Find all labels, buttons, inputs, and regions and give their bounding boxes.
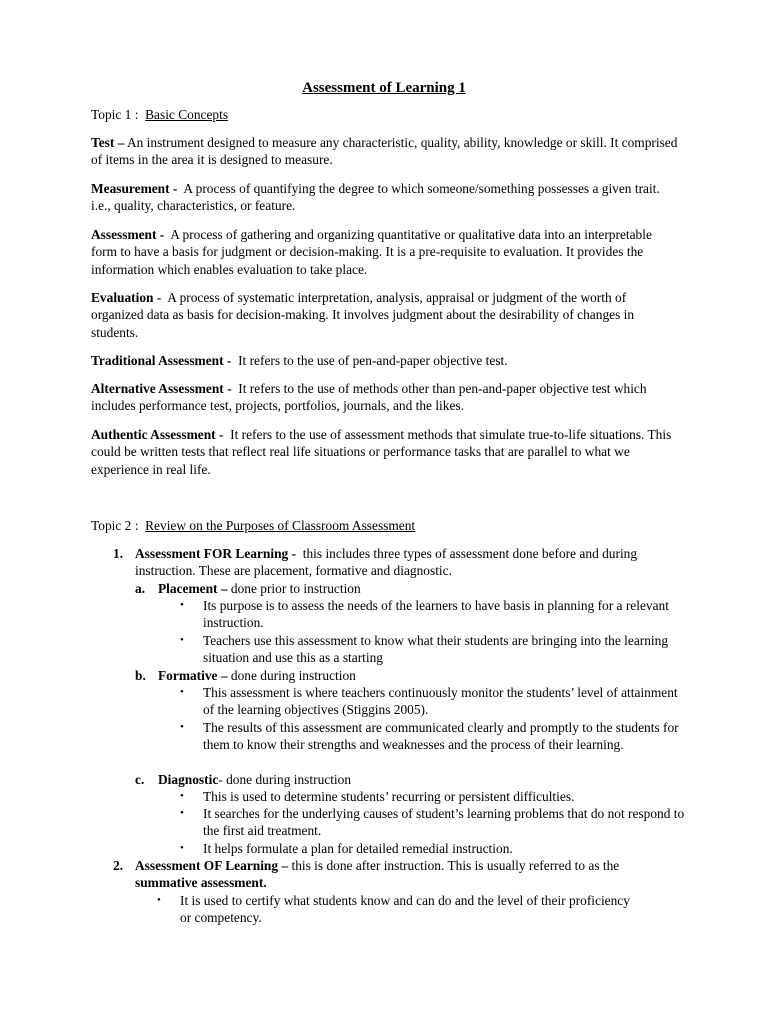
definition-test (91, 134, 681, 169)
bullet-text: It searches for the underlying causes of student’s learning problems that do not respond to the first aid treatment. (203, 806, 685, 839)
list-letter: b. (135, 668, 146, 683)
list-number: 2. (113, 858, 124, 873)
definition-term: Traditional Assessment - (91, 353, 232, 368)
bullet-icon: • (180, 634, 184, 646)
type-body (158, 667, 678, 684)
bullet-icon: • (180, 807, 184, 819)
topic-1-prefix: Topic 1 : (91, 107, 139, 122)
definition-term: Assessment - (91, 227, 165, 242)
definition-term: Authentic Assessment - (91, 427, 224, 442)
definition-evaluation (91, 289, 681, 341)
list-letter: a. (135, 581, 146, 596)
definition-text: A process of quantifying the degree to which someone/something possesses a given trait. i.e., quality, characteristics, or feature. (91, 181, 660, 214)
definition-alternative-assessment (91, 380, 681, 415)
bullet-text: This assessment is where teachers continuously monitor the students’ level of attainment of the learning objectives (Stiggins 2005). (203, 685, 678, 718)
topic-2-prefix: Topic 2 : (91, 518, 139, 533)
purpose-term: Assessment FOR Learning - (135, 546, 297, 561)
topic-2-name: Review on the Purposes of Classroom Assessment (145, 518, 416, 533)
definition-text: It refers to the use of methods other than pen-and-paper objective test which includes performance test, projects, portfolios, journals, and the likes. (91, 381, 647, 414)
purpose-text: this is done after instruction. This is usually referred to as the (291, 858, 620, 873)
bullet-text: Teachers use this assessment to know what their students are bringing into the learning situation and use this as a starting (203, 633, 669, 666)
type-text: done during instruction (230, 668, 356, 683)
definition-measurement (91, 180, 681, 215)
definition-traditional-assessment (91, 352, 681, 369)
bullet-icon: • (180, 686, 184, 698)
purpose-body (135, 857, 681, 892)
type-text: - done during instruction (218, 772, 352, 787)
topic-1-heading (91, 106, 681, 123)
document-title: Assessment of Learning 1 (302, 80, 466, 96)
definition-term: Alternative Assessment - (91, 381, 232, 396)
definition-term: Measurement - (91, 181, 178, 196)
bullet-text: It is used to certify what students know and can do and the level of their proficiency or competency. (180, 893, 630, 926)
bullet-icon: • (180, 790, 184, 802)
type-text: done prior to instruction (230, 581, 361, 596)
bullet-icon: • (180, 721, 184, 733)
definition-text: A process of gathering and organizing quantitative or qualitative data into an interpretable form to have a basis for judgment or decision-making. It is a pre-requisite to evaluation. It provides the information which enables evaluation to take place. (91, 227, 652, 277)
definition-authentic-assessment (91, 426, 681, 478)
bullet-text: It helps formulate a plan for detailed remedial instruction. (203, 841, 513, 856)
purpose-term: Assessment OF Learning – (135, 858, 289, 873)
bullet-text: The results of this assessment are communicated clearly and promptly to the students for them to know their strengths and weaknesses and the process of their learning. (203, 720, 679, 753)
bullet-text: This is used to determine students’ recurring or persistent difficulties. (203, 789, 575, 804)
purpose-emphasis: summative assessment. (135, 875, 267, 891)
definition-text: An instrument designed to measure any characteristic, quality, ability, knowledge or skill. It comprised of items in the area it is designed to measure. (91, 135, 678, 168)
definition-term: Evaluation - (91, 290, 162, 305)
type-term: Diagnostic (158, 772, 219, 787)
definition-assessment (91, 226, 681, 278)
definition-text: It refers to the use of assessment methods that simulate true-to-life situations. This could be written tests that reflect real life situations or performance tasks that are parallel to what we experience in real life. (91, 427, 672, 477)
definition-text: It refers to the use of pen-and-paper objective test. (238, 353, 508, 368)
list-number: 1. (113, 546, 124, 561)
bullet-icon: • (180, 842, 184, 854)
type-body (158, 771, 678, 788)
purpose-body (135, 545, 681, 580)
topic-2-heading (91, 517, 681, 534)
bullet-icon: • (157, 894, 161, 906)
type-body (158, 580, 678, 597)
purpose-text: this includes three types of assessment done before and during instruction. These are placement, formative and diagnostic. (135, 546, 638, 579)
bullet-text: Its purpose is to assess the needs of the learners to have basis in planning for a relevant instruction. (203, 598, 669, 631)
type-term: Placement – (158, 581, 228, 596)
topic-1-name: Basic Concepts (145, 107, 229, 122)
definition-text: A process of systematic interpretation, analysis, appraisal or judgment of the worth of organized data as basis for decision-making. It involves judgment about the desirability of changes in students. (91, 290, 635, 340)
bullet-icon: • (180, 599, 184, 611)
type-term: Formative – (158, 668, 228, 683)
definition-term: Test – (91, 135, 125, 150)
list-letter: c. (135, 772, 145, 787)
